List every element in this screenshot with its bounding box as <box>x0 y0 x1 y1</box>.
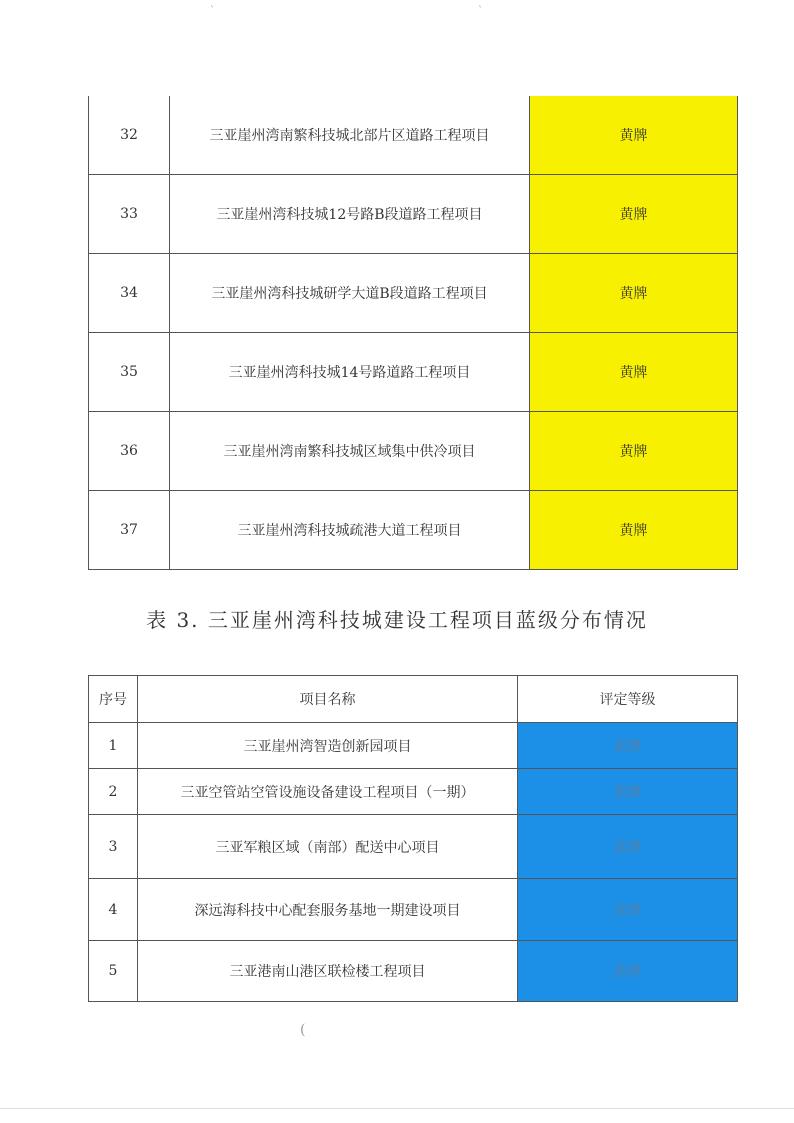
row-number: 35 <box>89 333 170 412</box>
header-number: 序号 <box>89 676 138 723</box>
project-name: 三亚空管站空管设施设备建设工程项目（一期） <box>138 769 518 815</box>
table-row <box>89 769 738 815</box>
project-name: 三亚港南山港区联检楼工程项目 <box>138 941 518 1002</box>
project-name: 三亚崖州湾智造创新园项目 <box>138 723 518 769</box>
scan-speck: ˋ <box>478 6 483 17</box>
row-number: 36 <box>89 412 170 491</box>
table-row <box>89 333 738 412</box>
table-caption: 表 3. 三亚崖州湾科技城建设工程项目蓝级分布情况 <box>146 608 648 632</box>
grade-cell: 黄牌 <box>530 96 738 175</box>
blue-grade-table <box>88 675 738 1002</box>
row-number: 33 <box>89 175 170 254</box>
row-number: 3 <box>89 815 138 879</box>
table-row <box>89 491 738 570</box>
table-row <box>89 941 738 1002</box>
project-name: 三亚崖州湾科技城疏港大道工程项目 <box>170 491 530 570</box>
table-row <box>89 254 738 333</box>
grade-cell: 蓝牌 <box>518 879 738 941</box>
yellow-grade-table <box>88 96 738 570</box>
row-number: 37 <box>89 491 170 570</box>
grade-cell: 蓝牌 <box>518 941 738 1002</box>
row-number: 32 <box>89 96 170 175</box>
project-name: 三亚崖州湾科技城12号路B段道路工程项目 <box>170 175 530 254</box>
project-name: 三亚崖州湾南繁科技城北部片区道路工程项目 <box>170 96 530 175</box>
row-number: 1 <box>89 723 138 769</box>
project-name: 三亚军粮区域（南部）配送中心项目 <box>138 815 518 879</box>
grade-cell: 黄牌 <box>530 254 738 333</box>
table-row <box>89 96 738 175</box>
row-number: 4 <box>89 879 138 941</box>
project-name: 三亚崖州湾南繁科技城区域集中供冷项目 <box>170 412 530 491</box>
grade-cell: 黄牌 <box>530 412 738 491</box>
scan-speck: ˋ <box>210 6 215 17</box>
scan-speck: ( <box>300 1022 306 1038</box>
row-number: 5 <box>89 941 138 1002</box>
table-row <box>89 175 738 254</box>
table-row <box>89 879 738 941</box>
table-header-row <box>89 676 738 723</box>
project-name: 深远海科技中心配套服务基地一期建设项目 <box>138 879 518 941</box>
table-row <box>89 815 738 879</box>
grade-cell: 蓝牌 <box>518 815 738 879</box>
scan-edge-line <box>0 1108 794 1109</box>
grade-cell: 蓝牌 <box>518 723 738 769</box>
table-row <box>89 412 738 491</box>
row-number: 2 <box>89 769 138 815</box>
header-project-name: 项目名称 <box>138 676 518 723</box>
header-grade: 评定等级 <box>518 676 738 723</box>
row-number: 34 <box>89 254 170 333</box>
grade-cell: 黄牌 <box>530 175 738 254</box>
grade-cell: 黄牌 <box>530 333 738 412</box>
grade-cell: 蓝牌 <box>518 769 738 815</box>
project-name: 三亚崖州湾科技城研学大道B段道路工程项目 <box>170 254 530 333</box>
grade-cell: 黄牌 <box>530 491 738 570</box>
table-row <box>89 723 738 769</box>
project-name: 三亚崖州湾科技城14号路道路工程项目 <box>170 333 530 412</box>
